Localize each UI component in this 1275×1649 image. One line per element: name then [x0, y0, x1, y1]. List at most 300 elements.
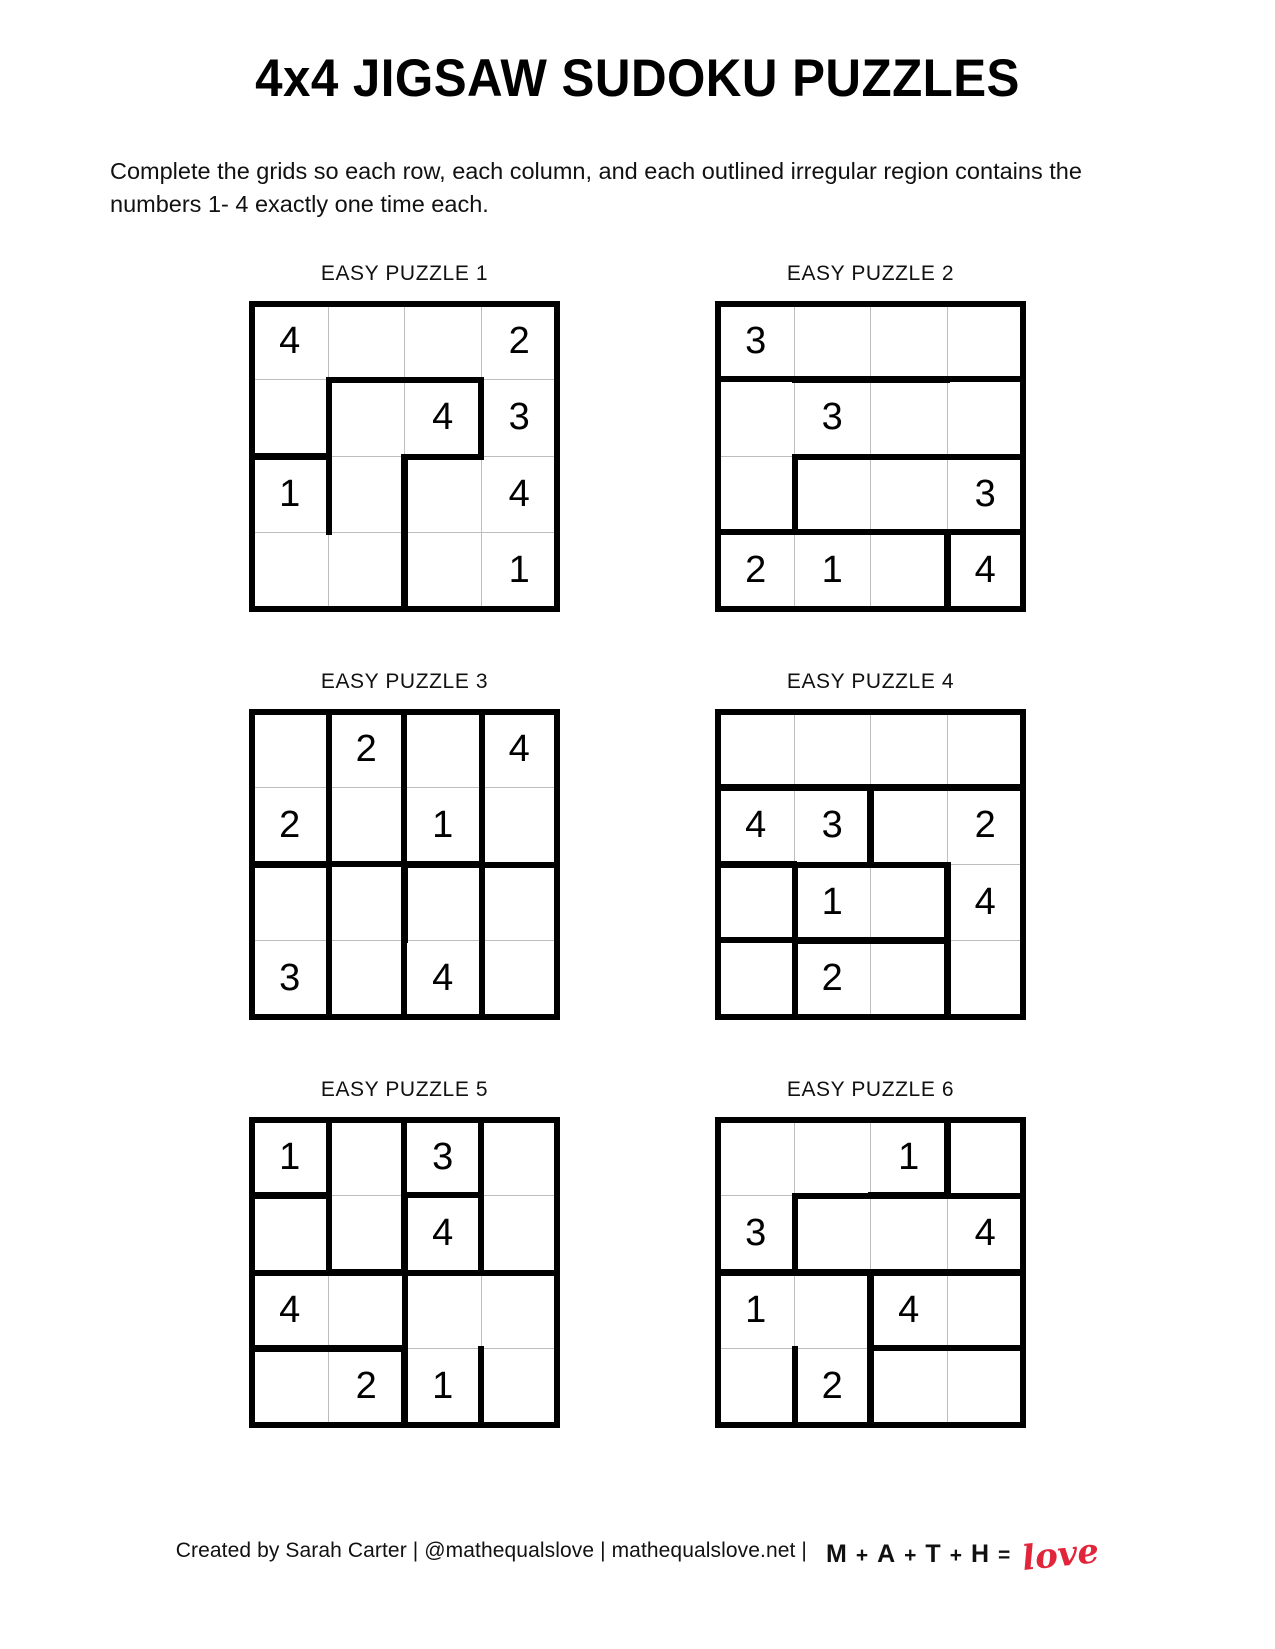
region-border-left — [715, 1193, 721, 1275]
sudoku-cell[interactable] — [947, 1272, 1024, 1349]
sudoku-cell-value: 4 — [974, 1212, 996, 1255]
region-border-top — [715, 709, 797, 715]
puzzle-5-label: EASY PUZZLE 5 — [320, 1077, 489, 1101]
region-border-top — [792, 454, 874, 460]
region-border-left — [945, 938, 951, 1020]
sudoku-cell[interactable] — [328, 788, 405, 865]
region-border-top — [945, 709, 1027, 715]
region-border-bottom — [715, 606, 797, 612]
sudoku-cell-value: 3 — [745, 1212, 767, 1255]
logo-letter-a: A — [877, 1540, 896, 1568]
region-border-left — [402, 1346, 408, 1428]
puzzle-1 — [252, 262, 558, 610]
sudoku-cell[interactable] — [252, 1349, 329, 1426]
sudoku-cell[interactable] — [794, 941, 871, 1018]
sudoku-cell[interactable] — [947, 941, 1024, 1018]
logo-letter-m: M — [825, 1540, 847, 1568]
puzzle-4-label: EASY PUZZLE 4 — [786, 669, 955, 693]
puzzle-5-grid[interactable] — [251, 1119, 558, 1426]
region-border-top — [326, 377, 408, 383]
region-border-top — [792, 785, 874, 791]
region-border-top — [792, 938, 874, 944]
puzzle-3 — [252, 670, 558, 1018]
region-border-top — [945, 785, 1027, 791]
sudoku-cell[interactable] — [405, 456, 482, 533]
sudoku-cell[interactable] — [871, 1119, 948, 1196]
sudoku-cell[interactable] — [328, 380, 405, 457]
region-border-right — [554, 301, 560, 383]
region-border-left — [326, 454, 332, 536]
sudoku-row — [718, 1196, 1024, 1273]
region-border-left — [249, 1117, 255, 1199]
region-border-bottom — [792, 606, 874, 612]
sudoku-cell[interactable] — [252, 1119, 329, 1196]
sudoku-cell[interactable] — [481, 1196, 558, 1273]
region-border-top — [326, 1270, 408, 1276]
region-border-top — [868, 1117, 950, 1123]
region-border-top — [249, 862, 331, 868]
region-border-left — [479, 938, 485, 1020]
sudoku-cell[interactable] — [718, 711, 795, 788]
region-border-bottom — [479, 606, 561, 612]
sudoku-cell[interactable] — [871, 1349, 948, 1426]
region-border-bottom — [249, 606, 331, 612]
region-border-right — [1020, 785, 1026, 867]
sudoku-cell[interactable] — [718, 1119, 795, 1196]
region-border-left — [715, 377, 721, 459]
sudoku-cell[interactable] — [252, 941, 329, 1018]
region-border-right — [554, 862, 560, 944]
sudoku-cell-value: 3 — [821, 804, 843, 847]
sudoku-cell-value: 2 — [821, 1365, 843, 1408]
region-border-bottom — [326, 606, 408, 612]
region-border-top — [792, 862, 874, 868]
region-border-left — [479, 785, 485, 867]
region-border-bottom — [945, 1422, 1027, 1428]
puzzle-6 — [718, 1078, 1024, 1426]
region-border-top — [792, 709, 874, 715]
region-border-left — [326, 785, 332, 867]
sudoku-cell[interactable] — [328, 303, 405, 380]
region-border-left — [945, 1117, 951, 1199]
sudoku-cell-value: 4 — [898, 1288, 920, 1331]
sudoku-cell[interactable] — [405, 303, 482, 380]
sudoku-row — [252, 533, 558, 610]
sudoku-cell[interactable] — [405, 711, 482, 788]
sudoku-cell[interactable] — [328, 864, 405, 941]
sudoku-cell[interactable] — [947, 456, 1024, 533]
sudoku-cell-value: 1 — [432, 804, 454, 847]
sudoku-row — [252, 1349, 558, 1426]
region-border-top — [868, 301, 950, 307]
sudoku-cell-value: 1 — [821, 880, 843, 923]
sudoku-cell[interactable] — [794, 711, 871, 788]
region-border-bottom — [715, 1014, 797, 1020]
region-border-bottom — [479, 1422, 561, 1428]
region-border-top — [868, 785, 950, 791]
sudoku-cell[interactable] — [405, 1119, 482, 1196]
region-border-top — [792, 1193, 874, 1199]
region-border-right — [554, 1346, 560, 1428]
region-border-left — [249, 938, 255, 1020]
sudoku-cell[interactable] — [871, 711, 948, 788]
sudoku-cell[interactable] — [405, 864, 482, 941]
region-border-left — [402, 1193, 408, 1275]
sudoku-cell[interactable] — [947, 1349, 1024, 1426]
region-border-top — [249, 1346, 331, 1352]
region-border-top — [479, 709, 561, 715]
region-border-left — [715, 785, 721, 867]
region-border-bottom — [945, 1014, 1027, 1020]
region-border-right — [554, 377, 560, 459]
sudoku-cell[interactable] — [871, 380, 948, 457]
sudoku-cell[interactable] — [718, 533, 795, 610]
region-border-left — [402, 530, 408, 612]
sudoku-row — [718, 1349, 1024, 1426]
region-border-top — [479, 301, 561, 307]
sudoku-cell-value: 4 — [508, 472, 530, 515]
region-border-top — [868, 454, 950, 460]
sudoku-row — [718, 456, 1024, 533]
puzzle-row-1 — [0, 262, 1275, 610]
logo-plus-2: + — [904, 1544, 917, 1567]
sudoku-cell[interactable] — [947, 788, 1024, 865]
region-border-left — [249, 377, 255, 459]
sudoku-cell[interactable] — [481, 788, 558, 865]
logo-plus-3: + — [949, 1544, 962, 1567]
region-border-left — [715, 454, 721, 536]
region-border-left — [945, 530, 951, 612]
sudoku-cell[interactable] — [481, 303, 558, 380]
region-border-left — [945, 862, 951, 944]
sudoku-cell[interactable] — [871, 788, 948, 865]
sudoku-cell[interactable] — [947, 533, 1024, 610]
puzzle-6-label: EASY PUZZLE 6 — [786, 1077, 955, 1101]
sudoku-cell[interactable] — [794, 864, 871, 941]
sudoku-cell[interactable] — [947, 711, 1024, 788]
sudoku-cell[interactable] — [871, 533, 948, 610]
region-border-top — [715, 301, 797, 307]
region-border-right — [1020, 1193, 1026, 1275]
sudoku-cell[interactable] — [481, 1272, 558, 1349]
sudoku-row — [718, 533, 1024, 610]
puzzle-5 — [252, 1078, 558, 1426]
region-border-left — [249, 1346, 255, 1428]
region-border-left — [479, 709, 485, 791]
puzzle-1-grid[interactable] — [251, 303, 558, 610]
region-border-right — [1020, 1117, 1026, 1199]
region-border-top — [326, 301, 408, 307]
region-border-top — [326, 1346, 408, 1352]
region-border-right — [554, 454, 560, 536]
sudoku-cell-value: 4 — [432, 1212, 454, 1255]
sudoku-cell[interactable] — [871, 864, 948, 941]
sudoku-cell[interactable] — [794, 1196, 871, 1273]
sudoku-cell[interactable] — [252, 1196, 329, 1273]
puzzle-3-grid[interactable] — [251, 711, 558, 1018]
sudoku-cell-value: 2 — [355, 727, 377, 770]
logo-equals: = — [998, 1544, 1011, 1567]
sudoku-cell[interactable] — [794, 456, 871, 533]
region-border-top — [792, 377, 874, 383]
sudoku-cell[interactable] — [794, 380, 871, 457]
region-border-right — [1020, 862, 1026, 944]
region-border-left — [249, 454, 255, 536]
sudoku-cell[interactable] — [718, 941, 795, 1018]
sudoku-cell-value: 1 — [821, 549, 843, 592]
sudoku-row — [252, 456, 558, 533]
sudoku-cell[interactable] — [252, 456, 329, 533]
sudoku-cell-value: 3 — [508, 396, 530, 439]
region-border-bottom — [326, 1422, 408, 1428]
sudoku-cell[interactable] — [718, 380, 795, 457]
sudoku-cell-value: 4 — [974, 549, 996, 592]
sudoku-cell-value: 3 — [432, 1135, 454, 1178]
region-border-left — [249, 301, 255, 383]
region-border-top — [249, 1270, 331, 1276]
region-border-left — [715, 709, 721, 791]
logo-letter-t: T — [925, 1540, 941, 1568]
region-border-bottom — [792, 1014, 874, 1020]
sudoku-cell[interactable] — [794, 1119, 871, 1196]
sudoku-cell[interactable] — [481, 864, 558, 941]
sudoku-row — [252, 1272, 558, 1349]
puzzle-4-grid[interactable] — [717, 711, 1024, 1018]
region-border-top — [402, 301, 484, 307]
region-border-right — [1020, 301, 1026, 383]
sudoku-cell[interactable] — [405, 1196, 482, 1273]
sudoku-cell[interactable] — [794, 788, 871, 865]
region-border-right — [554, 1270, 560, 1352]
sudoku-cell-value: 4 — [432, 396, 454, 439]
region-border-bottom — [868, 1422, 950, 1428]
sudoku-cell[interactable] — [481, 941, 558, 1018]
region-border-top — [402, 709, 484, 715]
region-border-top — [249, 1117, 331, 1123]
sudoku-cell[interactable] — [328, 1196, 405, 1273]
sudoku-cell-value: 1 — [898, 1135, 920, 1178]
sudoku-cell[interactable] — [718, 303, 795, 380]
region-border-bottom — [249, 1422, 331, 1428]
sudoku-cell-value: 4 — [432, 957, 454, 1000]
footer — [0, 1531, 1275, 1579]
region-border-right — [1020, 377, 1026, 459]
sudoku-cell[interactable] — [718, 864, 795, 941]
sudoku-cell[interactable] — [481, 533, 558, 610]
region-border-top — [249, 1193, 331, 1199]
region-border-bottom — [249, 1014, 331, 1020]
sudoku-cell-value: 1 — [279, 472, 301, 515]
puzzle-2-grid[interactable] — [717, 303, 1024, 610]
sudoku-cell[interactable] — [718, 1349, 795, 1426]
sudoku-cell[interactable] — [328, 456, 405, 533]
region-border-right — [554, 1193, 560, 1275]
sudoku-cell[interactable] — [405, 380, 482, 457]
sudoku-cell-value: 3 — [821, 396, 843, 439]
region-border-right — [1020, 1346, 1026, 1428]
region-border-left — [715, 938, 721, 1020]
region-border-left — [715, 1346, 721, 1428]
region-border-bottom — [945, 606, 1027, 612]
region-border-left — [249, 1270, 255, 1352]
region-border-left — [326, 862, 332, 944]
region-border-bottom — [868, 1014, 950, 1020]
sudoku-cell[interactable] — [252, 380, 329, 457]
region-border-left — [249, 1193, 255, 1275]
region-border-right — [1020, 530, 1026, 612]
sudoku-cell-value: 2 — [821, 957, 843, 1000]
sudoku-cell[interactable] — [871, 303, 948, 380]
sudoku-cell[interactable] — [947, 1119, 1024, 1196]
sudoku-cell[interactable] — [871, 456, 948, 533]
region-border-left — [868, 785, 874, 867]
logo-love-script: love — [1020, 1531, 1102, 1579]
sudoku-cell-value: 3 — [974, 472, 996, 515]
sudoku-cell[interactable] — [252, 1272, 329, 1349]
region-border-left — [868, 1270, 874, 1352]
region-border-top — [715, 862, 797, 868]
region-border-left — [402, 454, 408, 536]
sudoku-cell-value: 1 — [432, 1365, 454, 1408]
region-border-right — [554, 1117, 560, 1199]
sudoku-cell-value: 1 — [745, 1288, 767, 1331]
region-border-top — [792, 1117, 874, 1123]
region-border-left — [326, 377, 332, 459]
sudoku-cell[interactable] — [252, 303, 329, 380]
region-border-left — [868, 1346, 874, 1428]
region-border-top — [402, 1117, 484, 1123]
sudoku-cell[interactable] — [481, 1119, 558, 1196]
region-border-right — [554, 785, 560, 867]
puzzle-row-3 — [0, 1078, 1275, 1426]
sudoku-cell[interactable] — [405, 788, 482, 865]
sudoku-cell[interactable] — [794, 1349, 871, 1426]
sudoku-cell[interactable] — [481, 456, 558, 533]
sudoku-cell[interactable] — [871, 1196, 948, 1273]
sudoku-row — [718, 380, 1024, 457]
region-border-bottom — [326, 1014, 408, 1020]
sudoku-cell[interactable] — [328, 533, 405, 610]
puzzle-grids-container — [0, 262, 1275, 1426]
sudoku-cell-value: 2 — [745, 549, 767, 592]
region-border-left — [792, 1193, 798, 1275]
sudoku-row — [252, 380, 558, 457]
sudoku-cell[interactable] — [252, 788, 329, 865]
sudoku-cell[interactable] — [328, 941, 405, 1018]
credit-text: Created by Sarah Carter | @mathequalslove | mathequalslove.net | — [175, 1539, 807, 1562]
sudoku-cell[interactable] — [718, 456, 795, 533]
region-border-left — [792, 862, 798, 944]
sudoku-row — [252, 788, 558, 865]
sudoku-cell-value: 4 — [279, 1288, 301, 1331]
region-border-top — [868, 862, 950, 868]
sudoku-cell[interactable] — [328, 711, 405, 788]
sudoku-cell[interactable] — [252, 533, 329, 610]
region-border-top — [945, 1193, 1027, 1199]
puzzle-6-grid[interactable] — [717, 1119, 1024, 1426]
sudoku-cell[interactable] — [947, 864, 1024, 941]
region-border-top — [479, 862, 561, 868]
sudoku-cell[interactable] — [794, 1272, 871, 1349]
region-border-top — [402, 862, 484, 868]
sudoku-cell[interactable] — [947, 303, 1024, 380]
sudoku-cell[interactable] — [718, 1196, 795, 1273]
sudoku-cell[interactable] — [405, 1272, 482, 1349]
sudoku-cell[interactable] — [794, 303, 871, 380]
puzzle-1-label: EASY PUZZLE 1 — [320, 261, 489, 285]
sudoku-cell[interactable] — [718, 788, 795, 865]
sudoku-cell[interactable] — [947, 380, 1024, 457]
region-border-left — [249, 709, 255, 791]
sudoku-cell[interactable] — [405, 1349, 482, 1426]
sudoku-cell[interactable] — [405, 533, 482, 610]
region-border-bottom — [715, 1422, 797, 1428]
sudoku-cell[interactable] — [481, 711, 558, 788]
sudoku-cell[interactable] — [328, 1272, 405, 1349]
sudoku-row — [718, 303, 1024, 380]
region-border-bottom — [792, 1422, 874, 1428]
sudoku-cell[interactable] — [871, 941, 948, 1018]
region-border-bottom — [402, 606, 484, 612]
sudoku-row — [718, 711, 1024, 788]
region-border-left — [249, 785, 255, 867]
region-border-top — [868, 1193, 950, 1199]
region-border-top — [792, 1270, 874, 1276]
sudoku-cell-value: 2 — [279, 804, 301, 847]
region-border-top — [945, 1270, 1027, 1276]
sudoku-cell[interactable] — [405, 941, 482, 1018]
sudoku-cell[interactable] — [328, 1349, 405, 1426]
region-border-top — [479, 1270, 561, 1276]
sudoku-row — [718, 1119, 1024, 1196]
sudoku-cell[interactable] — [794, 533, 871, 610]
sudoku-cell-value: 4 — [974, 880, 996, 923]
region-border-top — [715, 785, 797, 791]
region-border-left — [792, 454, 798, 536]
sudoku-cell[interactable] — [481, 1349, 558, 1426]
region-border-top — [326, 709, 408, 715]
sudoku-cell[interactable] — [481, 380, 558, 457]
sudoku-row — [718, 864, 1024, 941]
region-border-top — [945, 454, 1027, 460]
sudoku-row — [252, 864, 558, 941]
sudoku-cell-value: 3 — [745, 319, 767, 362]
sudoku-cell[interactable] — [871, 1272, 948, 1349]
region-border-top — [249, 301, 331, 307]
region-border-top — [945, 1117, 1027, 1123]
region-border-bottom — [479, 1014, 561, 1020]
sudoku-row — [252, 711, 558, 788]
region-border-top — [402, 454, 484, 460]
sudoku-row — [252, 1196, 558, 1273]
region-border-left — [249, 862, 255, 944]
region-border-left — [792, 938, 798, 1020]
region-border-left — [402, 862, 408, 944]
puzzle-row-2 — [0, 670, 1275, 1018]
logo-plus-1: + — [855, 1544, 869, 1567]
sudoku-cell-value: 1 — [508, 549, 530, 592]
instructions-text: Complete the grids so each row, each column, and each outlined irregular region contains the numbers 1- 4 exactly one time each. — [110, 158, 1082, 218]
sudoku-cell[interactable] — [718, 1272, 795, 1349]
sudoku-cell-value: 2 — [355, 1365, 377, 1408]
sudoku-cell[interactable] — [252, 711, 329, 788]
region-border-top — [402, 1270, 484, 1276]
sudoku-row — [252, 941, 558, 1018]
sudoku-cell[interactable] — [252, 864, 329, 941]
sudoku-cell[interactable] — [328, 1119, 405, 1196]
sudoku-cell[interactable] — [947, 1196, 1024, 1273]
region-border-left — [326, 1117, 332, 1199]
